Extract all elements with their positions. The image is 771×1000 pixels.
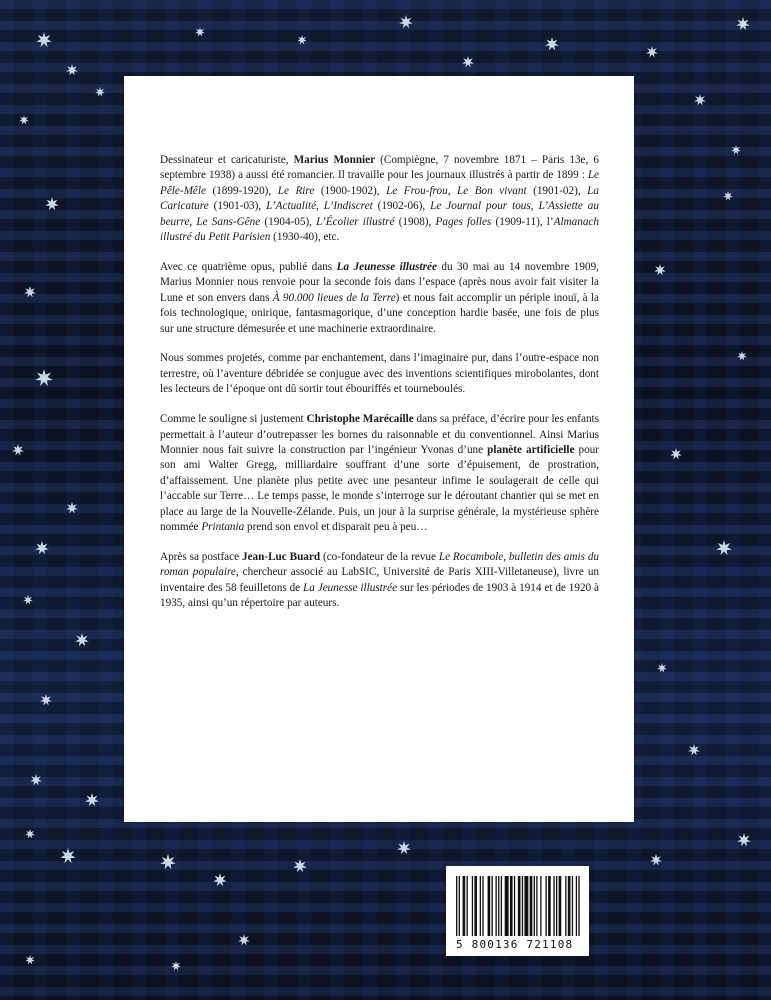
- barcode-bar: [463, 876, 466, 936]
- emphasis-run: L’Indiscret: [323, 200, 373, 213]
- text-run: (1902-06),: [372, 200, 431, 213]
- star-icon: [293, 859, 307, 872]
- barcode-bar: [482, 876, 483, 936]
- text-run: (1904-05),: [260, 215, 317, 228]
- star-icon: [19, 115, 29, 125]
- star-icon: [650, 854, 662, 865]
- star-icon: [85, 793, 99, 806]
- barcode-bar: [474, 876, 477, 936]
- blurb-panel: [124, 76, 634, 822]
- emphasis-run: La Jeunesse illustrée: [303, 581, 398, 594]
- star-icon: [66, 502, 78, 513]
- text-run: sur les périodes de 1903 à 1914 et de 1920 à 1935, ainsi qu’un répertoire par auteurs.: [160, 581, 599, 610]
- barcode-bar: [556, 876, 557, 936]
- barcode-bar: [472, 876, 473, 936]
- star-icon: [688, 744, 700, 755]
- barcode-bar: [553, 876, 554, 936]
- barcode-bar: [565, 876, 566, 936]
- text-run: ,: [530, 200, 539, 213]
- text-run: dans sa préface, d’écrire pour les enfants permettait à l’auteur d’outrepasser les bornes du raisonnable et du conventionnel. Ainsi Marius Monnier nous fait suivre la construction par l’ingénieur Yvonas d’une: [160, 413, 599, 456]
- barcode-bar: [488, 876, 491, 936]
- paragraph-preface: [160, 412, 599, 535]
- star-icon: [66, 64, 78, 75]
- star-icon: [716, 540, 732, 555]
- star-icon: [45, 197, 59, 210]
- emphasis-run: Pages folles: [435, 215, 492, 228]
- star-icon: [95, 87, 105, 97]
- emphasis-run: Le Rocambole, bulletin des amis du roman populaire: [160, 550, 600, 579]
- emphasis-run: Printania: [201, 521, 245, 534]
- text-run: Avec ce quatrième opus, publié dans: [160, 260, 337, 273]
- emphasis-run: Christophe Marécaille: [306, 413, 414, 426]
- text-run: Dessinateur et caricaturiste,: [160, 154, 294, 166]
- text-run: (1901-03),: [208, 200, 267, 213]
- emphasis-run: L’Actualité: [266, 200, 317, 213]
- text-run: (Compiègne, 7 novembre 1871 – Paris 13e, 6 septembre 1938) a aussi été romancier. Il travaille pour les journaux illustrés à partir de 1899 :: [160, 154, 599, 182]
- star-icon: [36, 32, 52, 47]
- barcode-bar: [530, 876, 533, 936]
- emphasis-run: Jean-Luc Buard: [241, 550, 321, 563]
- barcode-bar: [467, 876, 468, 936]
- star-icon: [297, 35, 307, 45]
- barcode-bar: [514, 876, 515, 936]
- star-icon: [731, 145, 741, 155]
- text-run: (1930-40), etc.: [270, 231, 340, 244]
- emphasis-run: Le Pêle-Mêle: [160, 169, 599, 197]
- text-run: du 30 mai au 14 novembre 1909, Marius Monnier nous renvoie pour la seconde fois dans l’espace (après nous avoir fait visiter la Lune et son envers dans: [160, 260, 599, 304]
- star-icon: [213, 873, 227, 886]
- barcode-bar: [536, 876, 537, 936]
- barcode-bar: [545, 876, 546, 936]
- emphasis-run: La Jeunesse illustrée: [336, 260, 437, 273]
- emphasis-run: Marius Monnier: [293, 154, 376, 166]
- paragraph-postface: [160, 550, 599, 612]
- text-run: (1900-1902),: [314, 184, 387, 197]
- emphasis-run: Le Frou-frou: [386, 184, 448, 197]
- text-run: prend son envol et disparait peu à peu…: [244, 521, 428, 534]
- star-icon: [160, 854, 176, 869]
- text-run: ) et nous fait accomplir un périple inouï, à la fois technologique, onirique, fantasmagorique, d’une conception hardie basée, une fois de plus sur une structure démesurée et une machinerie extraordinaire.: [160, 291, 600, 335]
- barcode-bar: [524, 876, 528, 936]
- star-icon: [723, 191, 733, 201]
- emphasis-run: Le Journal pour tous: [430, 200, 531, 213]
- text-run: Comme le souligne si justement: [160, 413, 307, 426]
- star-icon: [35, 541, 49, 554]
- star-icon: [25, 829, 35, 839]
- star-icon: [75, 633, 89, 646]
- text-run: ,: [189, 215, 197, 228]
- barcode-bar: [559, 876, 562, 936]
- star-icon: [25, 955, 35, 965]
- paragraph-author-bio: [160, 153, 599, 245]
- text-run: ,: [447, 184, 458, 197]
- barcode-bar: [578, 876, 579, 936]
- emphasis-run: Le Rire: [277, 184, 315, 197]
- star-icon: [35, 369, 53, 386]
- star-icon: [397, 841, 411, 854]
- star-icon: [238, 934, 250, 945]
- barcode-bar: [548, 876, 551, 936]
- barcode-bar: [459, 876, 460, 936]
- text-run: (1901-02),: [526, 184, 588, 197]
- paragraph-imaginary: [160, 351, 599, 397]
- text-run: pour son ami Walter Gregg, milliardaire souffrant d’une sorte d’épuisement, de prostration, d’affaissement. Une planète plus petite avec une pesanteur infime le soulagerait de celle qui l’accable sur Terre… Le temps passe, le monde s’interroge sur le déroutant chantier qui se met en place au large de la Nouvelle-Zélande. Puis, un jour à la surprise générale, la mystérieuse sphère nommée: [160, 444, 599, 534]
- text-run: ,: [316, 200, 324, 213]
- text-run: (1908),: [394, 215, 436, 228]
- star-icon: [737, 351, 747, 361]
- barcode-label: [446, 866, 589, 956]
- star-icon: [30, 774, 42, 785]
- barcode-bar: [495, 876, 496, 936]
- star-icon: [171, 961, 181, 971]
- emphasis-run: Le Bon vivant: [457, 184, 527, 197]
- barcode-number: 5 800136 721108: [456, 938, 574, 951]
- star-icon: [23, 595, 33, 605]
- barcode-bar: [540, 876, 541, 936]
- star-icon: [646, 46, 658, 57]
- text-run: , chercheur associé au LabSIC, Université de Paris XIII-Villetaneuse), livre un inventaire des 58 feuilletons de: [160, 566, 600, 594]
- emphasis-run: L’Assiette au beurre: [160, 200, 599, 228]
- star-icon: [462, 56, 474, 67]
- text-run: (co-fondateur de la revue: [320, 550, 439, 563]
- paragraph-publication: [160, 260, 599, 337]
- barcode-bars: [456, 876, 581, 936]
- star-icon: [670, 448, 682, 459]
- emphasis-run: La Caricature: [160, 184, 599, 213]
- barcode-bar: [568, 876, 571, 936]
- star-icon: [654, 264, 666, 275]
- star-icon: [737, 833, 751, 846]
- text-run: Après sa postface: [160, 550, 242, 563]
- barcode-bar: [498, 876, 499, 936]
- barcode-bar: [505, 876, 509, 936]
- star-icon: [657, 663, 667, 673]
- star-icon: [40, 694, 52, 705]
- barcode-bar: [492, 876, 493, 936]
- barcode-bar: [510, 876, 513, 936]
- star-icon: [12, 444, 24, 455]
- barcode-bar: [480, 876, 481, 936]
- star-icon: [694, 94, 706, 105]
- barcode-bar: [572, 876, 573, 936]
- emphasis-run: Almanach illustré du Petit Parisien: [160, 215, 599, 244]
- star-icon: [195, 27, 205, 37]
- star-icon: [545, 37, 559, 50]
- blurb-text: [160, 153, 599, 626]
- star-icon: [60, 848, 76, 863]
- barcode-bar: [518, 876, 521, 936]
- star-icon: [736, 17, 750, 30]
- barcode-bar: [576, 876, 577, 936]
- text-run: Nous sommes projetés, comme par enchantement, dans l’imaginaire pur, dans l’outre-espace non terrestre, où l’aventure débridée se conjugue avec des inventions scientifiques mirobolantes, dont les lecteurs de l’époque ont dû sortir tout ébouriffés et tourneboulés.: [160, 352, 599, 396]
- emphasis-run: À 90.000 lieues de la Terre: [272, 291, 396, 304]
- emphasis-run: L’Écolier illustré: [316, 215, 395, 228]
- star-icon: [24, 286, 36, 297]
- emphasis-run: Le Sans-Gêne: [196, 215, 261, 228]
- barcode-bar: [501, 876, 502, 936]
- barcode-bar: [534, 876, 535, 936]
- barcode-bar: [522, 876, 523, 936]
- star-icon: [399, 15, 413, 28]
- barcode-bar: [456, 876, 457, 936]
- emphasis-run: planète artificielle: [487, 444, 575, 456]
- text-run: (1899-1920),: [205, 184, 278, 197]
- text-run: (1909-11), l’: [491, 215, 554, 228]
